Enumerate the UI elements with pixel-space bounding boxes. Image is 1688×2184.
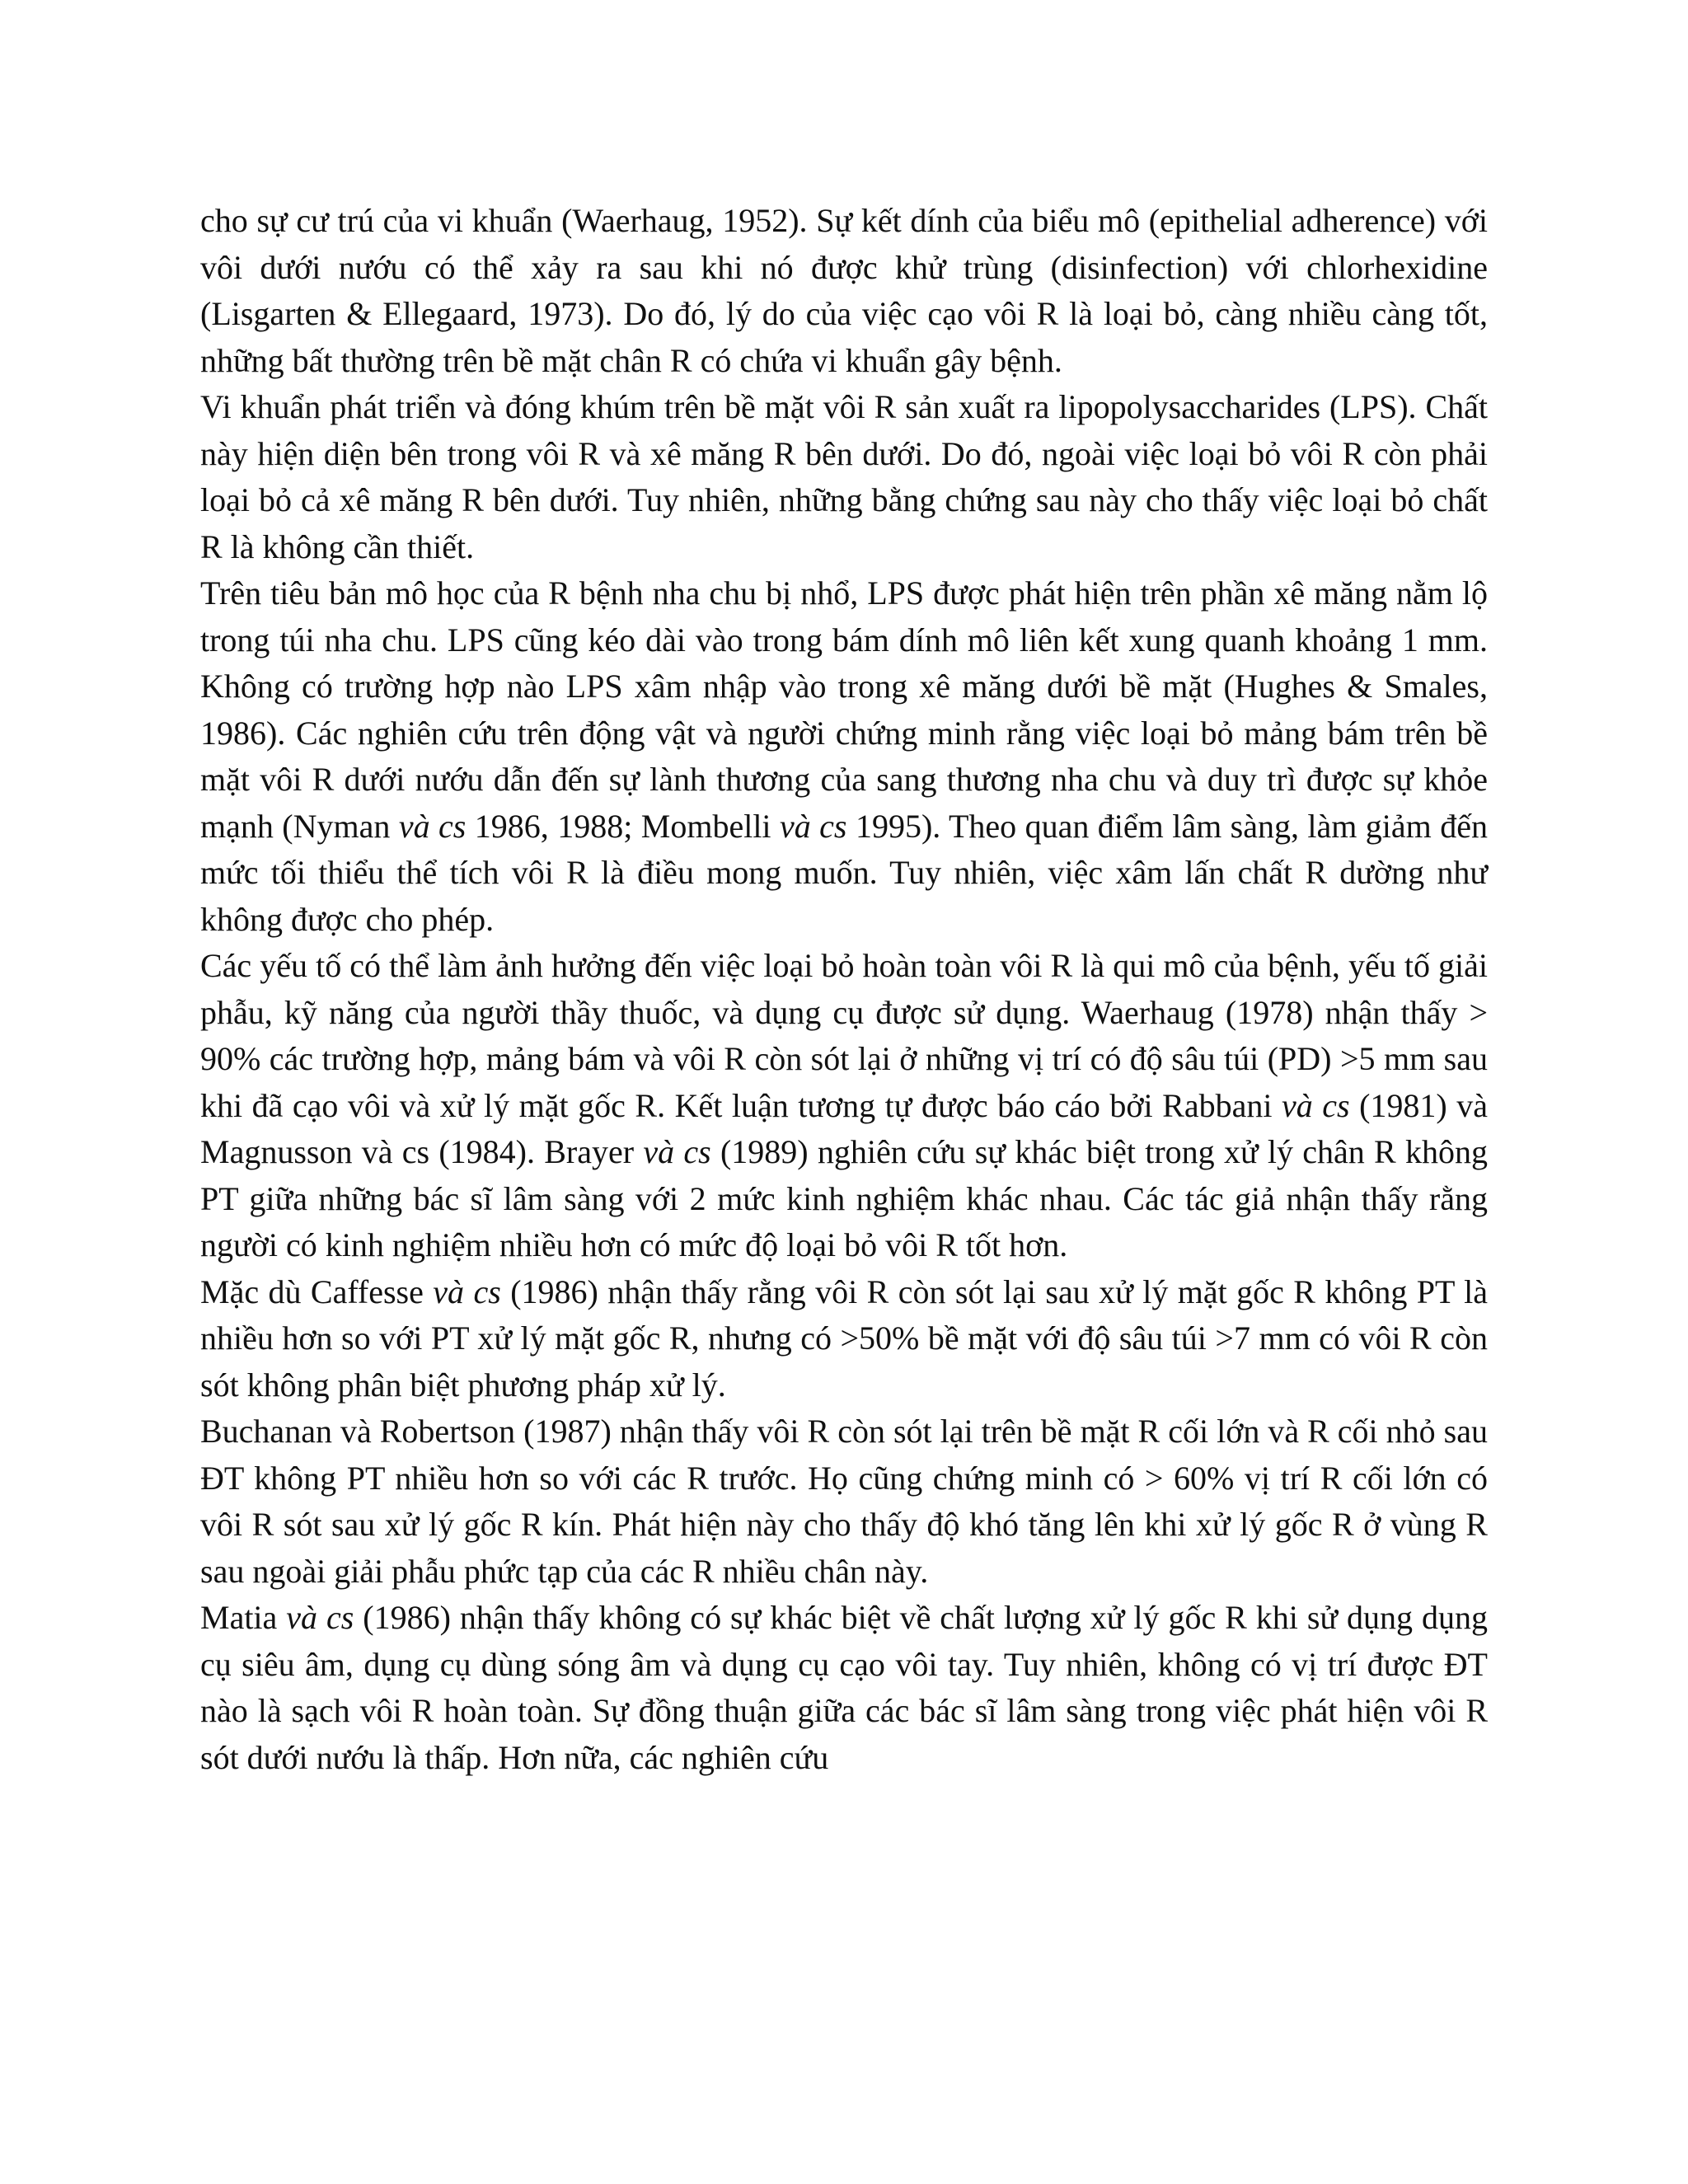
paragraph bbox=[200, 384, 1488, 570]
italic-citation-text: và cs bbox=[779, 807, 847, 845]
text-run: (1986) nhận thấy không có sự khác biệt về chất lượng xử lý gốc R khi sử dụng dụng cụ siêu âm, dụng cụ dùng sóng âm và dụng cụ cạo vôi tay. Tuy nhiên, không có vị trí được ĐT nào là sạch vôi R hoàn toàn. Sự đồng thuận giữa các bác sĩ lâm sàng trong việc phát hiện vôi R sót dưới nướu là thấp. Hơn nữa, các nghiên cứu bbox=[200, 1599, 1489, 1776]
text-run: 1995). Theo quan điểm lâm sàng, làm giảm đến mức tối thiểu thể tích vôi R là điều mong muốn. Tuy nhiên, việc xâm lấn chất R dường như không được cho phép. bbox=[200, 807, 1488, 938]
paragraph bbox=[200, 570, 1488, 943]
italic-citation-text: và cs bbox=[398, 807, 467, 845]
text-run: Vi khuẩn phát triển và đóng khúm trên bề mặt vôi R sản xuất ra lipopolysaccharides (LPS). Chất này hiện diện bên trong vôi R và xê măng R bên dưới. Do đó, ngoài việc loại bỏ vôi R còn phải loại bỏ cả xê măng R bên dưới. Tuy nhiên, những bằng chứng sau này cho thấy việc loại bỏ chất R là không cần thiết. bbox=[200, 388, 1488, 565]
paragraph bbox=[200, 1595, 1488, 1781]
italic-citation-text: và cs bbox=[1281, 1086, 1350, 1124]
italic-citation-text: và cs bbox=[286, 1599, 354, 1636]
text-run: (1989) nghiên cứu sự khác biệt trong xử lý chân R không PT giữa những bác sĩ lâm sàng với 2 mức kinh nghiệm khác nhau. Các tác giả nhận thấy rằng người có kinh nghiệm nhiều hơn có mức độ loại bỏ vôi R tốt hơn. bbox=[200, 1133, 1488, 1263]
paragraph bbox=[200, 1269, 1488, 1409]
paragraph bbox=[200, 198, 1488, 384]
text-run: Buchanan và Robertson (1987) nhận thấy vôi R còn sót lại trên bề mặt R cối lớn và R cối nhỏ sau ĐT không PT nhiều hơn so với các R trước. Họ cũng chứng minh có > 60% vị trí R cối lớn có vôi R sót sau xử lý gốc R kín. Phát hiện này cho thấy độ khó tăng lên khi xử lý gốc R ở vùng R sau ngoài giải phẫu phức tạp của các R nhiều chân này. bbox=[200, 1413, 1488, 1590]
italic-citation-text: và cs bbox=[643, 1133, 711, 1170]
italic-citation-text: và cs bbox=[433, 1272, 501, 1310]
text-run: Các yếu tố có thể làm ảnh hưởng đến việc loại bỏ hoàn toàn vôi R là qui mô của bệnh, yếu tố giải phẫu, kỹ năng của người thầy thuốc, và dụng cụ được sử dụng. Waerhaug (1978) nhận thấy > 90% các trường hợp, mảng bám và vôi R còn sót lại ở những vị trí có độ sâu túi (PD) >5 mm sau khi đã cạo vôi và xử lý mặt gốc R. Kết luận tương tự được báo cáo bởi Rabbani bbox=[200, 947, 1488, 1124]
text-run: 1986, 1988; Mombelli bbox=[466, 807, 780, 845]
paragraph bbox=[200, 1408, 1488, 1595]
text-run: cho sự cư trú của vi khuẩn (Waerhaug, 1952). Sự kết dính của biểu mô (epithelial adherence) với vôi dưới nướu có thể xảy ra sau khi nó được khử trùng (disinfection) với chlorhexidine (Lisgarten & Ellegaard, 1973). Do đó, lý do của việc cạo vôi R là loại bỏ, càng nhiều càng tốt, những bất thường trên bề mặt chân R có chứa vi khuẩn gây bệnh. bbox=[200, 202, 1488, 379]
text-run: Trên tiêu bản mô học của R bệnh nha chu bị nhổ, LPS được phát hiện trên phần xê măng nằm lộ trong túi nha chu. LPS cũng kéo dài vào trong bám dính mô liên kết xung quanh khoảng 1 mm. Không có trường hợp nào LPS xâm nhập vào trong xê măng dưới bề mặt (Hughes & Smales, 1986). Các nghiên cứu trên động vật và người chứng minh rằng việc loại bỏ mảng bám trên bề mặt vôi R dưới nướu dẫn đến sự lành thương của sang thương nha chu và duy trì được sự khỏe mạnh (Nyman bbox=[200, 574, 1488, 845]
text-run: (1981) và Magnusson và cs (1984). Brayer bbox=[200, 1086, 1488, 1170]
body-text bbox=[200, 198, 1488, 1781]
text-run: Matia bbox=[200, 1599, 287, 1636]
paragraph bbox=[200, 943, 1488, 1269]
text-run: (1986) nhận thấy rằng vôi R còn sót lại sau xử lý mặt gốc R không PT là nhiều hơn so với PT xử lý mặt gốc R, nhưng có >50% bề mặt với độ sâu túi >7 mm có vôi R còn sót không phân biệt phương pháp xử lý. bbox=[200, 1272, 1488, 1404]
text-run: Mặc dù Caffesse bbox=[200, 1272, 434, 1310]
